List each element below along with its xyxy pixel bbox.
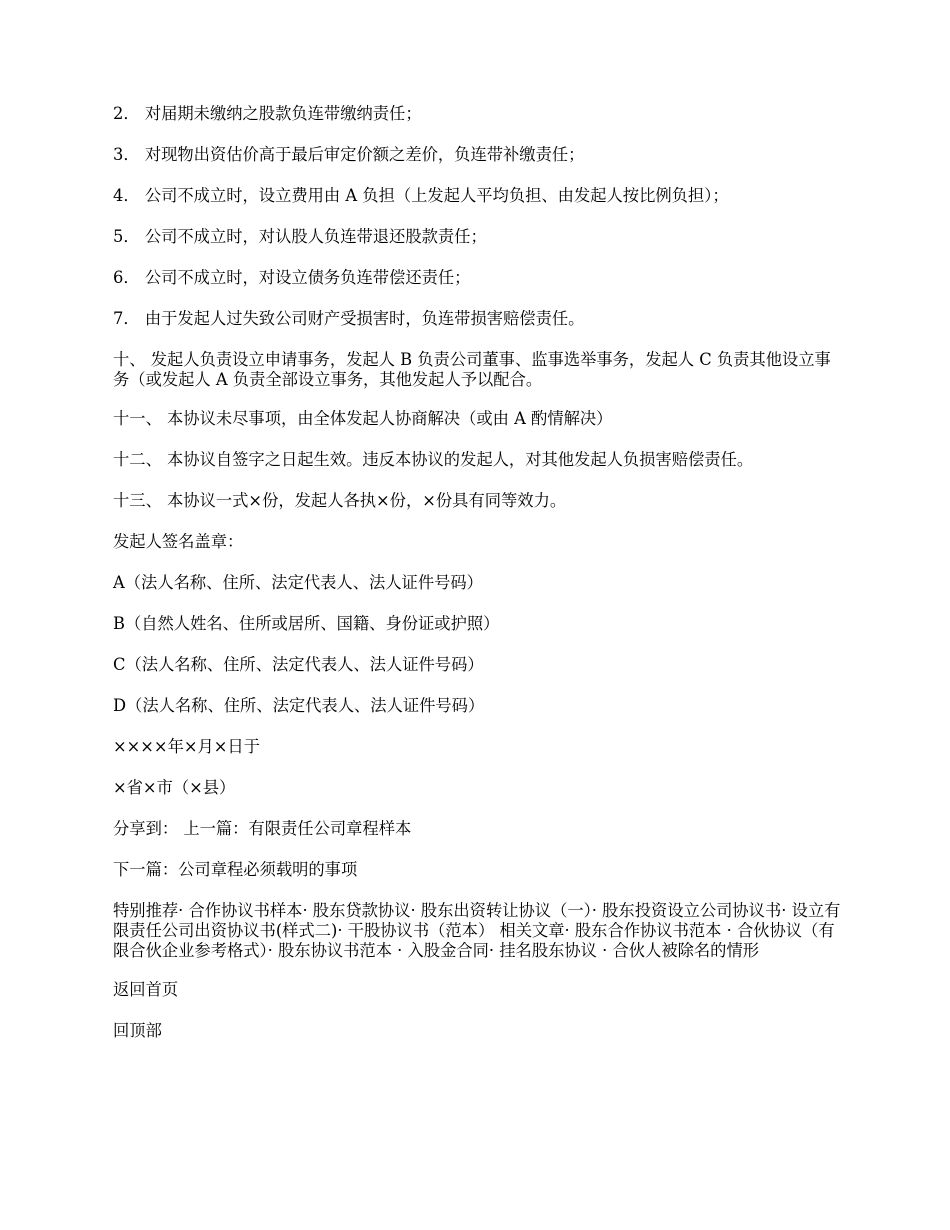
signatory-d: D（法人名称、住所、法定代表人、法人证件号码） <box>113 696 485 715</box>
clause-13: 十三、 本协议一式×份，发起人各执×份，×份具有同等效力。 <box>113 491 567 510</box>
place-line: ×省×市（×县） <box>113 778 236 797</box>
signature-heading: 发起人签名盖章： <box>113 532 244 551</box>
clause-item-7: 7． 由于发起人过失致公司财产受损害时，负连带损害赔偿责任。 <box>113 309 585 328</box>
date-line: ××××年×月×日于 <box>113 737 260 756</box>
clause-10: 十、 发起人负责设立申请事务，发起人 B 负责公司董事、监事选举事务，发起人 C 负责其他设立事务（或发起人 A 负责全部设立事务，其他发起人予以配合。 <box>113 350 831 389</box>
clause-item-6: 6． 公司不成立时，对设立债务负连带偿还责任； <box>113 268 471 287</box>
recommend-links[interactable]: 特别推荐· 合作协议书样本· 股东贷款协议· 股东出资转让协议（一）· 股东投资设立公司协议书· 设立有限责任公司出资协议书(样式二)· 干股协议书（范本） 相关文章· 股东合作协议书范本 · 合伙协议（有限合伙企业参考格式）· 股东协议书范本 · 入股金合同· 挂名股东协议 · 合伙人被除名的情形 <box>113 901 841 960</box>
clause-item-4: 4． 公司不成立时，设立费用由 A 负担（上发起人平均负担、由发起人按比例负担）； <box>113 186 729 205</box>
clause-item-3: 3． 对现物出资估价高于最后审定价额之差价，负连带补缴责任； <box>113 145 585 164</box>
clause-item-2: 2． 对届期未缴纳之股款负连带缴纳责任； <box>113 104 422 123</box>
share-label: 分享到： <box>113 819 184 838</box>
top-link-row <box>113 1021 841 1041</box>
clause-item-5: 5． 公司不成立时，对认股人负连带退还股款责任； <box>113 227 487 246</box>
back-to-top-link[interactable]: 回顶部 <box>113 1021 162 1040</box>
home-link[interactable]: 返回首页 <box>113 980 179 999</box>
clause-11: 十一、 本协议未尽事项，由全体发起人协商解决（或由 A 酌情解决） <box>113 409 613 428</box>
prev-article-link[interactable]: 上一篇：有限责任公司章程样本 <box>183 819 412 838</box>
signatory-a: A（法人名称、住所、法定代表人、法人证件号码） <box>113 573 483 592</box>
signatory-b: B（自然人姓名、住所或居所、国籍、身份证或护照） <box>113 614 500 633</box>
signatory-c: C（法人名称、住所、法定代表人、法人证件号码） <box>113 655 484 674</box>
next-article-link[interactable]: 下一篇：公司章程必须载明的事项 <box>113 860 358 879</box>
home-link-row <box>113 980 841 1000</box>
clause-12: 十二、 本协议自签字之日起生效。违反本协议的发起人，对其他发起人负损害赔偿责任。 <box>113 450 754 469</box>
share-row <box>113 819 841 839</box>
document-body <box>113 104 841 1062</box>
next-row <box>113 860 841 880</box>
